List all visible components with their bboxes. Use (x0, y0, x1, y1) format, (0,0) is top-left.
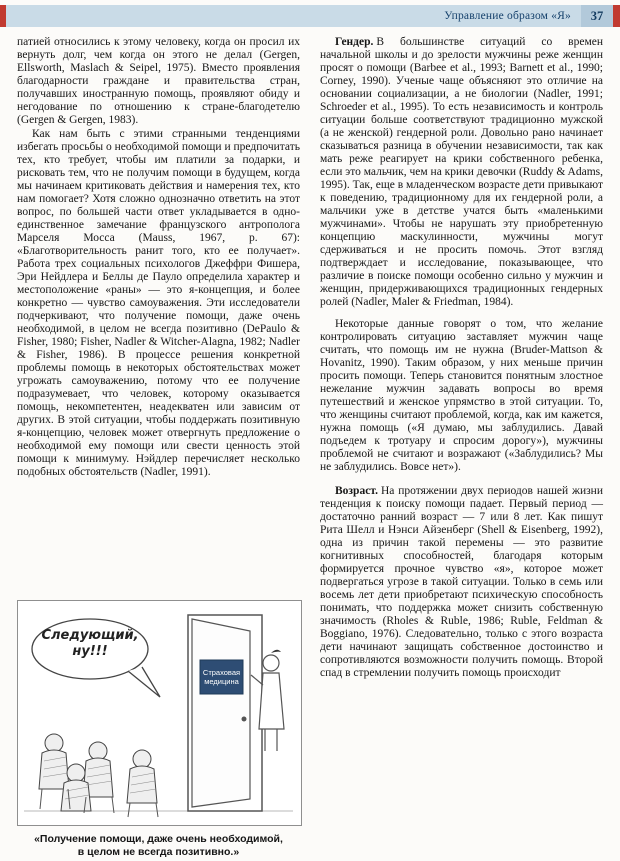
section-gender-continued (320, 318, 603, 474)
section-age (320, 485, 603, 680)
section-text: Некоторые данные говорят о том, что желание контролировать ситуацию заставляет мужчин чаще считать, что помощь им не нужна (Bruder-Mattson & Hovanitz, 1990). Таким образом, у них меньше причин просить помощи. Теперь становится понятным злостное нежелание мужчин задавать вопросы во время путешествий и женское упрямство в этой ситуации. То, что женщины считают проблемой, когда, как им кажется, нужна помощь («Я думаю, мы заблудились. Давай подъедем к тротуару и спросим дорогу»), мужчины проблемой не считают и возражают («Заблудились? Мы не заблудились. Вовсе нет»). (320, 318, 603, 473)
paragraph: Как нам быть с этими странными тенденциями избегать просьбы о необходимой помощи и предпочитать тех, кто требует, чтобы им платили за подарки, и рисковать тем, что не получим помощи в будущем, когда мы начинаем критиковать действия и намерения тех, кто нам помогает? Хотя сложно однозначно ответить на этот вопрос, по большей части ответ укладывается в одно-единственное замечание французского антрополога Марселя Мосса (Mauss, 1967, р. 67): «Благотворительность ранит того, кто ее получает». Работа трех социальных психологов Джеффри Фишера, Эри Нейдлера и Беллы де Пауло определила характер и местоположение «раны» — это я-концепция, и более конкретно — чувство самоуважения. Эти исследователи подчеркивают, что получение помощи, даже очень необходимой, в целом не всегда позитивно (DePaulo & Fisher, 1980; Fisher, Nadler & Witcher-Alagna, 1982; Nadler & Fisher, 1986). В процессе решения конкретной проблемы помощь в некоторых обстоятельствах может угрожать самоуважению, потому что ее получение подразумевает, что человек, которому оказывается помощь, некомпетентен, неадекватен или зависим от других. В этой ситуации, чтобы поддержать позитивную я-концепцию, человек может отвергнуть предложение о необходимой ему помощи или свести ценность этой помощи к минимуму. Нэйдлер перечисляет несколько подобных обстоятельств (Nadler, 1991). (17, 128, 300, 478)
section-text: В большинстве ситуаций со времен начальной школы и до зрелости мужчины реже женщин просят о помощи (Barbee et al., 1993; Barnett et al., 1990; Corney, 1990). Ученые чаще объясняют это отличие на основании социализации, а не биологии (Nadler, 1991; Schroeder et al., 1995). То есть независимость и контроль ситуации больше соответствуют традиционно мужской (а не женской) гендерной роли. Довольно рано начинает сказываться разница в обучении независимости, так как мать реже реагирует на крики собственного ребенка, если это мальчик, чем на крики девочки (Ruddy & Adams, 1995). Так, еще в младенческом возрасте дети привыкают к поведению, традиционному для их гендерной роли, а мальчики уже в детстве учатся быть «маленькими мужчинами». Чтобы не нарушать эту приобретенную концепцию маскулинности, мужчины могут сдерживаться и не просить помочь. Этот взгляд подтверждает и исследование, показывающее, что различие в поиске помощи особенно сильно у мужчин и женщин, придерживающихся традиционных гендерных ролей (Nadler, Maler & Friedman, 1984). (320, 36, 604, 308)
figure-block (17, 600, 300, 858)
chapter-title: Управление образом «Я» (444, 10, 571, 22)
cartoon-drawing (18, 601, 299, 823)
cartoon-illustration (17, 600, 302, 826)
left-column (17, 36, 300, 858)
page-number: 37 (581, 5, 613, 27)
figure-caption: «Получение помощи, даже очень необходимой, в целом не всегда позитивно.» (34, 833, 283, 858)
right-column (320, 36, 603, 858)
section-gender (320, 36, 603, 309)
text-columns (17, 36, 603, 858)
red-edge-mark-right (613, 5, 620, 27)
door-sign-label: Страховая медицина (202, 668, 241, 686)
section-heading-gender: Гендер. (335, 36, 374, 48)
section-heading-age: Возраст. (335, 485, 378, 497)
section-text: На протяжении двух периодов нашей жизни тенденция к поиску помощи падает. Первый период — достаточно ранний возраст — 7 или 8 лет. Как пишут Рита Шелл и Нэнси Айзенберг (Shell & Eisenberg, 1992), одна из причин такой перемены — это развитие когнитивных способностей, благодаря которым формируется прочное чувство «я», которое может подвергаться угрозе в такой ситуации. Только в семь или восемь лет дети приобретают психическую способность понимать, что поддержка может снизить собственную значимость (Rholes & Ruble, 1986; Ruble, Feldman & Boggiano, 1976). Следовательно, только с этого возраста дети начинают защищать собственное достоинство и сопротивляются возможности получить помощь. Второй спад в стремлении получить помощь происходит (320, 485, 603, 679)
paragraph-continuation: патией относились к этому человеку, когда он просил их вернуть долг, чем когда он этого не делал (Gergen, Ellsworth, Maslach & Seipel, 1975). Вместо проявления благодарности граждане и правительства стран, получавших иностранную помощь, проявляют обиду и негодование по отношению к стране-благодетелю (Gergen & Gergen, 1983). (17, 36, 300, 126)
header-band (6, 5, 581, 27)
speech-bubble-text: Следующий, ну!!! (41, 628, 139, 659)
page-header (0, 5, 620, 27)
